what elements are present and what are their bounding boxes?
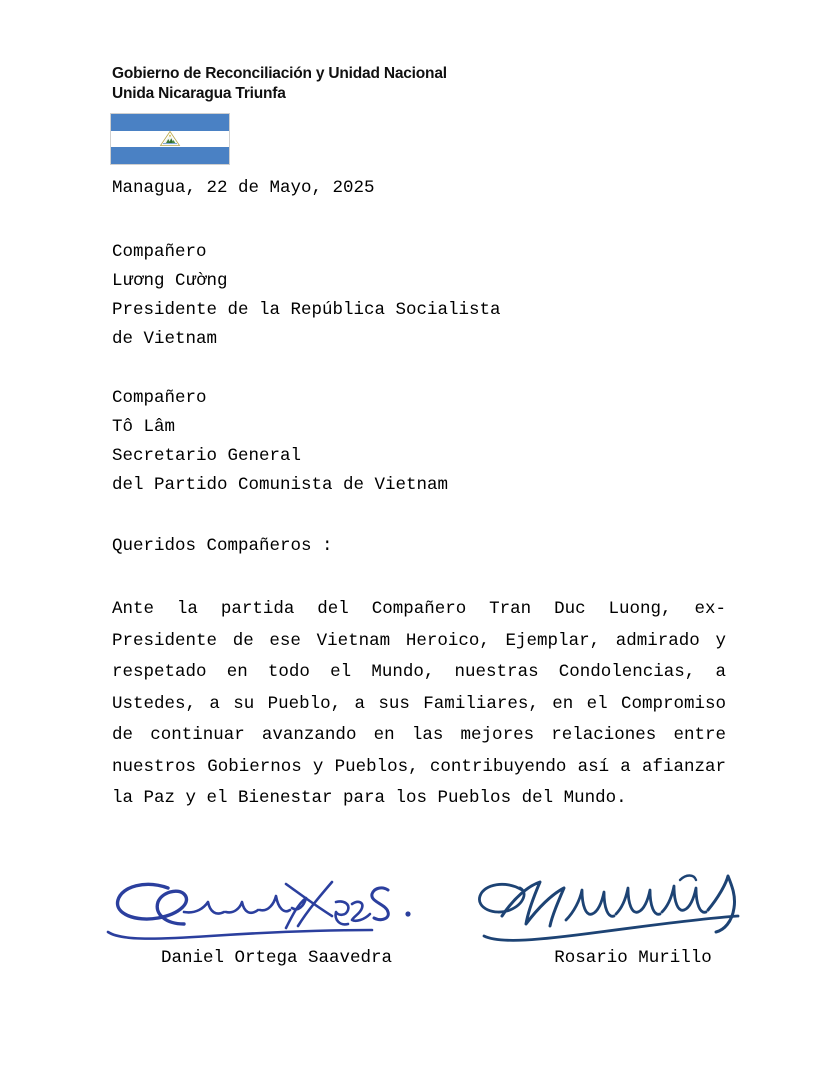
addressee-primary: [112, 238, 728, 354]
signature-block-murillo: [470, 868, 770, 970]
dateline-text: Managua, 22 de Mayo, 2025: [112, 178, 375, 198]
addressee-primary-title-1: Presidente de la República Socialista: [112, 300, 501, 320]
signature-mark-murillo: [470, 868, 770, 946]
letterhead-line-1: Gobierno de Reconciliación y Unidad Nacional: [112, 65, 447, 82]
salutation-text: Queridos Compañeros :: [112, 536, 333, 556]
addressee-secondary-salutation: Compañero: [112, 388, 207, 408]
signature-mark-ortega: [100, 868, 445, 946]
addressee-primary-name: Lương Cường: [112, 271, 228, 291]
letterhead-line-2: Unida Nicaragua Triunfa: [112, 85, 286, 102]
addressee-primary-salutation: Compañero: [112, 242, 207, 262]
signature-name-murillo: Rosario Murillo: [554, 948, 712, 968]
addressee-secondary: [112, 384, 728, 500]
signature-block-ortega: [100, 868, 445, 970]
nicaragua-flag: [110, 113, 230, 165]
dateline: [112, 174, 728, 203]
body-paragraph: Ante la partida del Compañero Tran Duc Luong, ex-Presidente de ese Vietnam Heroico, Ejemplar, admirado y respetado en todo el Mundo, nuestras Condolencias, a Ustedes, a su Pueblo, a sus Familiares, en el Compromiso de continuar avanzando en las mejores relaciones entre nuestros Gobiernos y Pueblos, contribuyendo así a afianzar la Paz y el Bienestar para los Pueblos del Mundo.: [112, 599, 726, 808]
letterhead: [112, 64, 752, 104]
coat-of-arms-icon: [159, 130, 181, 148]
addressee-secondary-title-2: del Partido Comunista de Vietnam: [112, 475, 449, 495]
addressee-secondary-name: Tô Lâm: [112, 417, 176, 437]
flag-band-bottom: [111, 147, 229, 164]
addressee-primary-title-2: de Vietnam: [112, 329, 218, 349]
signature-name-ortega: Daniel Ortega Saavedra: [160, 948, 393, 968]
salutation: [112, 532, 728, 561]
signature-area: [0, 868, 825, 978]
flag-band-top: [111, 114, 229, 131]
addressee-secondary-title-1: Secretario General: [112, 446, 302, 466]
flag-graphic: [110, 113, 230, 165]
